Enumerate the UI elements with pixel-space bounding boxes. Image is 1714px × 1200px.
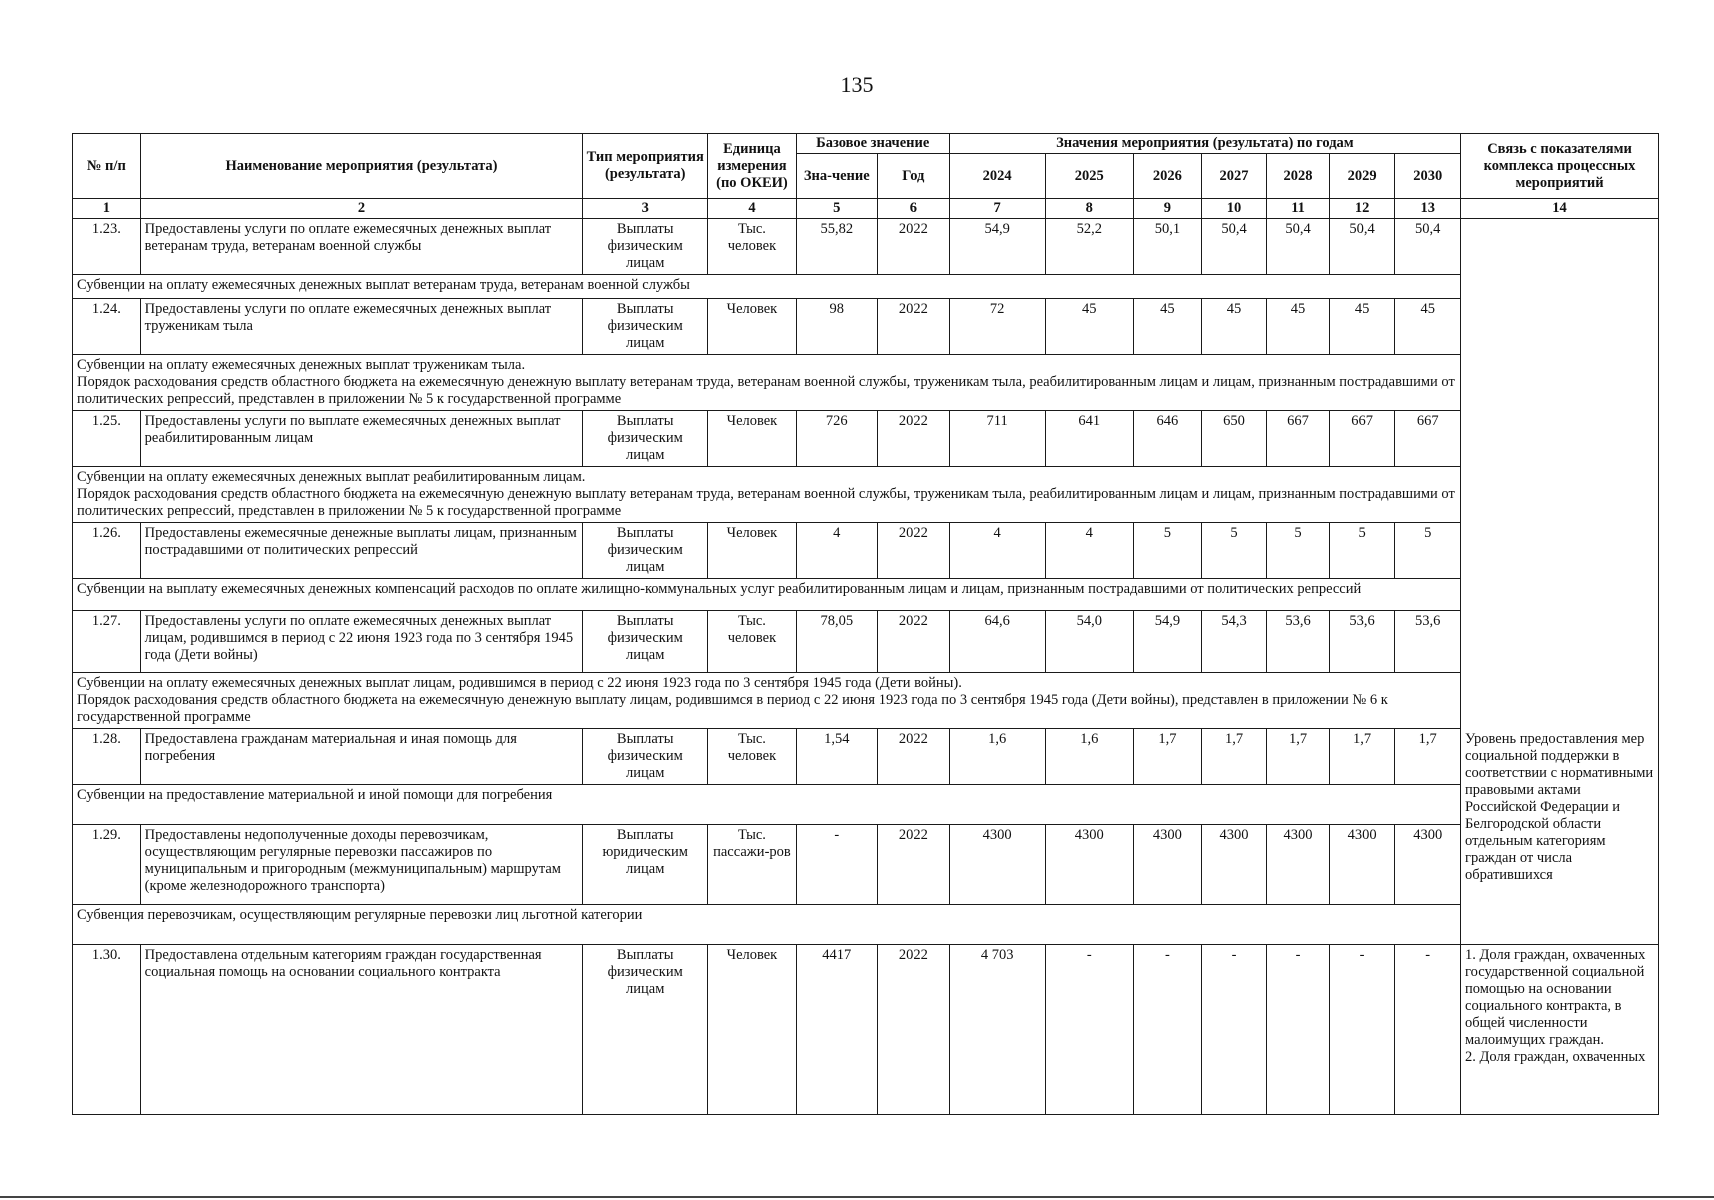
subvention-note-row <box>73 579 1659 611</box>
year-value: 1,6 <box>949 729 1045 785</box>
year-value: - <box>1045 945 1134 1115</box>
year-value: 53,6 <box>1395 611 1461 673</box>
year-value: 711 <box>949 411 1045 467</box>
year-value: - <box>1395 945 1461 1115</box>
year-value: 50,4 <box>1395 219 1461 275</box>
base-value: 4417 <box>796 945 877 1115</box>
measure-type: Выплаты физическим лицам <box>583 299 708 355</box>
year-value: 45 <box>1267 299 1329 355</box>
column-number: 14 <box>1461 199 1659 219</box>
year-value: 45 <box>1201 299 1267 355</box>
year-value: - <box>1329 945 1395 1115</box>
subvention-note-row <box>73 275 1659 299</box>
column-number: 11 <box>1267 199 1329 219</box>
year-value: 45 <box>1395 299 1461 355</box>
row-number: 1.26. <box>73 523 141 579</box>
base-value: 55,82 <box>796 219 877 275</box>
measure-unit: Человек <box>708 299 797 355</box>
year-value: 5 <box>1134 523 1202 579</box>
header-year: 2025 <box>1045 154 1134 199</box>
column-number: 8 <box>1045 199 1134 219</box>
table-row <box>73 219 1659 275</box>
measures-table <box>72 133 1659 1115</box>
measure-type: Выплаты физическим лицам <box>583 411 708 467</box>
measure-type: Выплаты юридическим лицам <box>583 825 708 905</box>
link-empty <box>1461 219 1659 729</box>
year-value: 667 <box>1395 411 1461 467</box>
year-value: 1,7 <box>1395 729 1461 785</box>
measure-unit: Человек <box>708 523 797 579</box>
base-year: 2022 <box>877 611 949 673</box>
year-value: 5 <box>1329 523 1395 579</box>
header-year: 2029 <box>1329 154 1395 199</box>
header-link: Связь с показателями комплекса процессных мероприятий <box>1461 134 1659 199</box>
subvention-note-row <box>73 467 1659 523</box>
subvention-note: Субвенция перевозчикам, осуществляющим регулярные перевозки лиц льготной категории <box>73 905 1461 945</box>
year-value: 4300 <box>1134 825 1202 905</box>
year-value: 5 <box>1267 523 1329 579</box>
base-year: 2022 <box>877 411 949 467</box>
header-year: 2028 <box>1267 154 1329 199</box>
column-number: 1 <box>73 199 141 219</box>
base-year: 2022 <box>877 219 949 275</box>
year-value: 50,4 <box>1329 219 1395 275</box>
year-value: 4 <box>949 523 1045 579</box>
base-year: 2022 <box>877 729 949 785</box>
year-value: 667 <box>1329 411 1395 467</box>
year-value: - <box>1201 945 1267 1115</box>
column-number: 10 <box>1201 199 1267 219</box>
measure-unit: Человек <box>708 411 797 467</box>
header-values: Значения мероприятия (результата) по годам <box>949 134 1460 154</box>
measure-name: Предоставлена отдельным категориям граждан государственная социальная помощь на основании социального контракта <box>140 945 583 1115</box>
measure-unit: Тыс. человек <box>708 219 797 275</box>
year-value: 64,6 <box>949 611 1045 673</box>
base-value: 4 <box>796 523 877 579</box>
measure-type: Выплаты физическим лицам <box>583 219 708 275</box>
measure-name: Предоставлены услуги по выплате ежемесячных денежных выплат реабилитированным лицам <box>140 411 583 467</box>
year-value: 650 <box>1201 411 1267 467</box>
base-year: 2022 <box>877 299 949 355</box>
measure-name: Предоставлены услуги по оплате ежемесячных денежных выплат труженикам тыла <box>140 299 583 355</box>
subvention-note: Субвенции на выплату ежемесячных денежных компенсаций расходов по оплате жилищно-коммунальных услуг реабилитированным лицам и лицам, признанным пострадавшими от политических репрессий <box>73 579 1461 611</box>
subvention-note: Субвенции на оплату ежемесячных денежных выплат реабилитированным лицам. Порядок расходования средств областного бюджета на ежемесячную денежную выплату ветеранам труда, ветеранам военной службы, труженикам тыла, реабилитированным лицам и лицам, признанным пострадавшими от политических репрессий, представлен в приложении № 5 к государственной программе <box>73 467 1461 523</box>
row-number: 1.30. <box>73 945 141 1115</box>
subvention-note-row <box>73 905 1659 945</box>
year-value: - <box>1134 945 1202 1115</box>
column-number: 3 <box>583 199 708 219</box>
header-base-value: Зна-чение <box>796 154 877 199</box>
year-value: 667 <box>1267 411 1329 467</box>
measure-name: Предоставлены услуги по оплате ежемесячных денежных выплат ветеранам труда, ветеранам военной службы <box>140 219 583 275</box>
column-number: 5 <box>796 199 877 219</box>
measure-unit: Тыс. человек <box>708 729 797 785</box>
year-value: 641 <box>1045 411 1134 467</box>
header-type: Тип мероприятия (результата) <box>583 134 708 199</box>
table-row <box>73 611 1659 673</box>
year-value: 4300 <box>1395 825 1461 905</box>
header-year: 2027 <box>1201 154 1267 199</box>
subvention-note-row <box>73 673 1659 729</box>
row-number: 1.27. <box>73 611 141 673</box>
year-value: 50,4 <box>1267 219 1329 275</box>
base-value: 98 <box>796 299 877 355</box>
page-number: 135 <box>840 72 874 97</box>
measure-name: Предоставлены недополученные доходы перевозчикам, осуществляющим регулярные перевозки пассажиров по муниципальным и пригородным (межмуниципальным) маршрутам (кроме железнодорожного транспорта) <box>140 825 583 905</box>
base-year: 2022 <box>877 945 949 1115</box>
year-value: 4300 <box>949 825 1045 905</box>
year-value: 54,9 <box>1134 611 1202 673</box>
year-value: 5 <box>1201 523 1267 579</box>
year-value: 1,7 <box>1329 729 1395 785</box>
year-value: 50,1 <box>1134 219 1202 275</box>
year-value: 4300 <box>1201 825 1267 905</box>
measure-type: Выплаты физическим лицам <box>583 611 708 673</box>
table-row <box>73 945 1659 1115</box>
year-value: 4 703 <box>949 945 1045 1115</box>
year-value: 1,7 <box>1134 729 1202 785</box>
year-value: 4 <box>1045 523 1134 579</box>
header-name: Наименование мероприятия (результата) <box>140 134 583 199</box>
column-number: 9 <box>1134 199 1202 219</box>
row-number: 1.24. <box>73 299 141 355</box>
year-value: 50,4 <box>1201 219 1267 275</box>
column-number: 6 <box>877 199 949 219</box>
table-row <box>73 411 1659 467</box>
base-year: 2022 <box>877 825 949 905</box>
year-value: 54,3 <box>1201 611 1267 673</box>
column-number: 2 <box>140 199 583 219</box>
year-value: 53,6 <box>1329 611 1395 673</box>
year-value: 5 <box>1395 523 1461 579</box>
base-value: 726 <box>796 411 877 467</box>
year-value: 54,9 <box>949 219 1045 275</box>
measure-name: Предоставлены услуги по оплате ежемесячных денежных выплат лицам, родившимся в период с 22 июня 1923 года по 3 сентября 1945 года (Дети войны) <box>140 611 583 673</box>
table-row <box>73 729 1659 785</box>
header-base: Базовое значение <box>796 134 949 154</box>
header-year: 2024 <box>949 154 1045 199</box>
column-number: 13 <box>1395 199 1461 219</box>
measure-name: Предоставлены ежемесячные денежные выплаты лицам, признанным пострадавшими от политических репрессий <box>140 523 583 579</box>
year-value: 54,0 <box>1045 611 1134 673</box>
table-row <box>73 523 1659 579</box>
measure-type: Выплаты физическим лицам <box>583 523 708 579</box>
column-number: 12 <box>1329 199 1395 219</box>
subvention-note-row <box>73 355 1659 411</box>
link-indicator-group: Уровень предоставления мер социальной поддержки в соответствии с нормативными правовыми актами Российской Федерации и Белгородской области отдельным категориям граждан от числа обратившихся <box>1461 729 1659 945</box>
subvention-note: Субвенции на оплату ежемесячных денежных выплат лицам, родившимся в период с 22 июня 1923 года по 3 сентября 1945 года (Дети войны). Порядок расходования средств областного бюджета на ежемесячную денежную выплату лицам, родившимся в период с 22 июня 1923 года по 3 сентября 1945 года (Дети войны), представлен в приложении № 6 к государственной программе <box>73 673 1461 729</box>
link-indicator: 1. Доля граждан, охваченных государственной социальной помощью на основании социального контракта, в общей численности малоимущих граждан. 2. Доля граждан, охваченных <box>1461 945 1659 1115</box>
subvention-note: Субвенции на оплату ежемесячных денежных выплат труженикам тыла. Порядок расходования средств областного бюджета на ежемесячную денежную выплату ветеранам труда, ветеранам военной службы, труженикам тыла, реабилитированным лицам и лицам, признанным пострадавшими от политических репрессий, представлен в приложении № 5 к государственной программе <box>73 355 1461 411</box>
table-body <box>73 219 1659 1115</box>
bottom-rule <box>0 1196 1714 1198</box>
row-number: 1.29. <box>73 825 141 905</box>
header-num: № п/п <box>73 134 141 199</box>
year-value: 4300 <box>1267 825 1329 905</box>
measure-type: Выплаты физическим лицам <box>583 729 708 785</box>
base-value: - <box>796 825 877 905</box>
subvention-note: Субвенции на оплату ежемесячных денежных выплат ветеранам труда, ветеранам военной службы <box>73 275 1461 299</box>
header-unit: Единица измерения (по ОКЕИ) <box>708 134 797 199</box>
table-row <box>73 299 1659 355</box>
year-value: 4300 <box>1329 825 1395 905</box>
year-value: 1,7 <box>1201 729 1267 785</box>
measure-unit: Человек <box>708 945 797 1115</box>
year-value: 4300 <box>1045 825 1134 905</box>
year-value: 45 <box>1045 299 1134 355</box>
base-value: 78,05 <box>796 611 877 673</box>
measure-unit: Тыс. человек <box>708 611 797 673</box>
row-number: 1.25. <box>73 411 141 467</box>
header-base-year: Год <box>877 154 949 199</box>
column-number: 4 <box>708 199 797 219</box>
column-number: 7 <box>949 199 1045 219</box>
header-year: 2030 <box>1395 154 1461 199</box>
year-value: 53,6 <box>1267 611 1329 673</box>
year-value: 1,6 <box>1045 729 1134 785</box>
year-value: 646 <box>1134 411 1202 467</box>
row-number: 1.28. <box>73 729 141 785</box>
year-value: 52,2 <box>1045 219 1134 275</box>
header-year: 2026 <box>1134 154 1202 199</box>
base-value: 1,54 <box>796 729 877 785</box>
year-value: - <box>1267 945 1329 1115</box>
row-number: 1.23. <box>73 219 141 275</box>
subvention-note: Субвенции на предоставление материальной и иной помощи для погребения <box>73 785 1461 825</box>
measure-unit: Тыс. пассажи-ров <box>708 825 797 905</box>
year-value: 72 <box>949 299 1045 355</box>
measure-name: Предоставлена гражданам материальная и иная помощь для погребения <box>140 729 583 785</box>
year-value: 45 <box>1329 299 1395 355</box>
base-year: 2022 <box>877 523 949 579</box>
year-value: 1,7 <box>1267 729 1329 785</box>
table-row <box>73 825 1659 905</box>
subvention-note-row <box>73 785 1659 825</box>
year-value: 45 <box>1134 299 1202 355</box>
measure-type: Выплаты физическим лицам <box>583 945 708 1115</box>
